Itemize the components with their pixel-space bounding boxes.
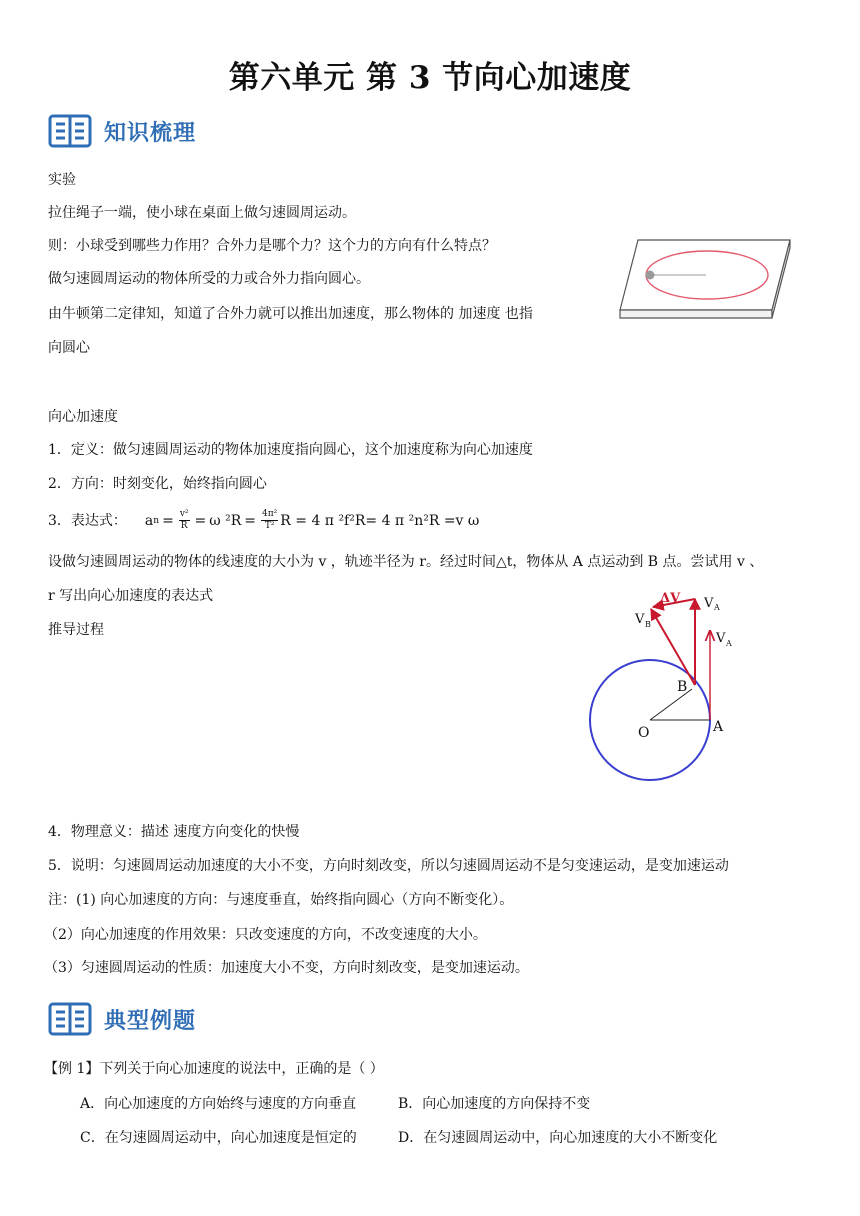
formula-omega2r: ω ²R (209, 512, 242, 529)
label-delta-v: ΔV (660, 591, 681, 606)
line-4: 由牛顿第二定律知，知道了合外力就可以推出加速度，那么物体的 加速度 也指 (48, 306, 533, 322)
line-3: 做匀速圆周运动的物体所受的力或合外力指向圆心。 (48, 271, 370, 287)
example-1-option-d: D．在匀速圆周运动中，向心加速度的大小不断变化 (398, 1130, 718, 1146)
line-derivation: 推导过程 (48, 622, 104, 638)
section-knowledge-header (48, 111, 196, 151)
book-icon (48, 113, 92, 149)
line-explanation: 5．说明：匀速圆周运动加速度的大小不变，方向时刻改变，所以匀速圆周运动不是匀变速运动，是变加速运动 (48, 858, 729, 874)
label-va-2-sub: A (726, 639, 732, 648)
formula-a: a (144, 512, 154, 529)
formula-eq-2: = (194, 512, 207, 529)
line-assumption-2: r 写出向心加速度的表达式 (48, 588, 214, 604)
line-centripetal-heading: 向心加速度 (48, 409, 118, 425)
line-note-1: 注：(1) 向心加速度的方向：与速度垂直，始终指向圆心（方向不断变化）。 (48, 892, 514, 908)
label-vb: V (635, 612, 645, 627)
expression-label: 3．表达式： (48, 512, 127, 529)
section-knowledge-title: 知识梳理 (104, 120, 197, 146)
frac-den-r: R (180, 521, 188, 531)
formula-eq-1: = (162, 512, 174, 529)
line-1: 拉住绳子一端，使小球在桌面上做匀速圆周运动。 (48, 205, 356, 221)
line-5: 向圆心 (48, 340, 90, 356)
formula-rest: R = 4 π ²f²R= 4 π ²n²R =v ω (280, 512, 480, 529)
example-1-option-b: B．向心加速度的方向保持不变 (398, 1096, 591, 1112)
label-vb-sub: B (645, 620, 651, 629)
label-va-1: V (704, 596, 714, 611)
example-1-option-a: A．向心加速度的方向始终与速度的方向垂直 (80, 1096, 357, 1112)
page-title: 第六单元 第 3 节向心加速度 (228, 60, 632, 96)
velocity-vector-diagram (580, 585, 760, 800)
label-point-a: A (713, 719, 724, 735)
line-note-3: （3）匀速圆周运动的性质：加速度大小不变，方向时刻改变，是变加速运动。 (44, 960, 529, 976)
frac-num-v2: v² (179, 509, 189, 519)
line-note-2: （2）向心加速度的作用效果：只改变速度的方向，不改变速度的大小。 (44, 927, 487, 943)
line-assumption-1: 设做匀速圆周运动的物体的线速度的大小为 v ，轨迹半径为 r。经过时间△t，物体从 A 点运动到 B 点。尝试用 v 、 (48, 554, 764, 570)
example-1-option-c: C．在匀速圆周运动中，向心加速度是恒定的 (80, 1130, 357, 1146)
label-point-b: B (677, 679, 688, 695)
line-2: 则：小球受到哪些力作用？合外力是哪个力？这个力的方向有什么特点？ (48, 238, 496, 254)
formula-eq-3: = (244, 512, 257, 529)
frac-den-t2: T² (264, 521, 275, 531)
section-examples-title: 典型例题 (104, 1008, 197, 1034)
label-va-2: V (716, 631, 726, 646)
formula-frac-v2-r (179, 510, 190, 531)
book-icon (48, 1001, 92, 1037)
line-meaning: 4．物理意义：描述 速度方向变化的快慢 (48, 824, 300, 840)
formula-sub-n: n (153, 515, 160, 526)
table-orbit-figure (616, 232, 796, 324)
line-definition: 1．定义：做匀速圆周运动的物体加速度指向圆心，这个加速度称为向心加速度 (48, 442, 533, 458)
frac-num-4pi2: 4π² (262, 509, 278, 519)
line-expression (48, 510, 479, 531)
label-va-1-sub: A (714, 603, 720, 612)
line-experiment: 实验 (48, 172, 76, 188)
line-direction: 2．方向：时刻变化，始终指向圆心 (48, 476, 267, 492)
formula-frac-4pi2-t2 (261, 510, 278, 531)
centripetal-formula (145, 510, 479, 531)
label-point-o: O (638, 725, 650, 741)
section-examples-header (48, 999, 196, 1039)
example-1-question: 【例 1】下列关于向心加速度的说法中，正确的是（ ） (44, 1061, 384, 1077)
